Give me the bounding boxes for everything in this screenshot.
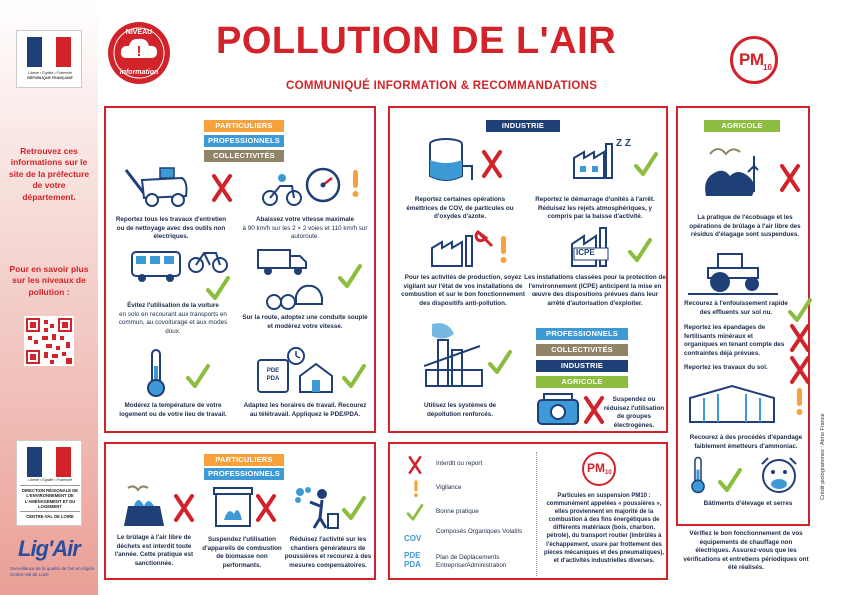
check-mark-icon-5 [634, 152, 658, 178]
speedometer-icon [304, 166, 342, 209]
check-mark-icon-7 [488, 350, 512, 376]
legend-bonne: Bonne pratique [436, 508, 479, 515]
caption-travaux: Reportez tous les travaux d'entretien ou de nettoyage avec des outils non électriques. [115, 216, 227, 240]
icpe-label: ICPE [576, 248, 595, 257]
check-mark-icon-3 [186, 364, 210, 390]
caption-batiments: Bâtiments d'élevage et serres [703, 500, 793, 507]
check-mark-icon-9 [718, 468, 742, 494]
caption-depollution: Utilisez les systèmes de dépollution renforcés. [423, 402, 497, 418]
caption-demarrage: Reportez le démarrage d'unités à l'arrêt. Réduisez les rejets atmosphériques, y compris par la baisse d'activité. [535, 196, 655, 220]
x-mark-icon-5 [790, 324, 812, 354]
svg-text:!: ! [136, 43, 142, 60]
check-mark-icon [206, 276, 230, 302]
legend-interdit: Interdit ou report [436, 460, 483, 467]
caption-conduite: Sur la route, adoptez une conduite souple et modérez votre vitesse. [242, 314, 368, 330]
tag-industrie-2: INDUSTRIE [536, 360, 628, 372]
mower-icon [122, 160, 192, 215]
svg-text:PDA: PDA [266, 376, 280, 382]
legend-pm-text: Particules en suspension PM10 : communément appelées « poussières », elles proviennent en majorité de la combustion à des fins énergétiques de différents matériaux (bois, charbon, pétrole), du transport routier (imbrûlés à l'échappement, usure par frottement des pièces mécaniques et des pneumatiques), et d'activités industrielles diverses. [543, 493, 665, 564]
caption-icpe: Les installations classées pour la protection de l'environnement (ICPE) anticipent la mise en œuvre des dispositions prévues dans leur arrêté d'autorisation d'exploiter. [524, 274, 666, 307]
republique-logo: Liberté • Égalité • Fraternité RÉPUBLIQUE FRANÇAISE [16, 30, 82, 88]
tag-particuliers: PARTICULIERS [204, 120, 284, 132]
page-title: POLLUTION DE L'AIR [216, 20, 617, 62]
check-mark-icon-4 [342, 364, 366, 390]
information-label: information [119, 69, 159, 76]
factory-icon [572, 140, 616, 185]
bus-icon [130, 244, 186, 289]
x-mark-icon-8 [256, 494, 278, 524]
x-mark-icon-7 [174, 494, 196, 524]
greenhouse-icon [688, 384, 778, 429]
tag-collectivites: COLLECTIVITÉS [204, 150, 284, 162]
cow-icon [756, 456, 802, 501]
niveau-label: NIVEAU [125, 29, 153, 36]
legend-cov: Composés Organiques Volatils [436, 528, 523, 535]
savoir-plus-text: Pour en savoir plus sur les niveaux de pollution : [9, 264, 89, 297]
caption-brulage: Le brûlage à l'air libre de déchets est interdit toute l'année. Cette pratique est sanctionnée. [114, 534, 194, 567]
caption-cov: Reportez certaines opérations émettrices de COV, de particules ou d'oxydes d'azote. [406, 196, 514, 220]
caption-electrogenes: Suspendez ou réduisez l'utilisation de groupes électrogènes. [603, 396, 665, 429]
legend-pde-abbr: PDE PDA [404, 551, 421, 569]
check-mark-icon-8 [788, 298, 812, 324]
caption-chantiers: Réduisez l'activité sur les chantiers générateurs de poussières et recourez à des mesures compensatoires. [284, 536, 372, 569]
thermometer-icon [146, 348, 166, 403]
panel-agricole [676, 106, 810, 526]
caption-chauffage: Vérifiez le bon fonctionnement de vos équipements de chauffage non électriques. Assurez-vous que les vérifications et entretiens périodiques ont été réalisés. [683, 530, 809, 571]
motorbike-icon [262, 172, 302, 213]
caption-voiture: Évitez l'utilisation de la voiture en solo en recourant aux transports en commun, au covoiturage et aux modes doux. [118, 302, 228, 335]
ligair-logo: Lig'Air [18, 536, 80, 561]
x-mark-icon-2 [482, 150, 504, 180]
warning-mark-icon-3 [790, 388, 806, 418]
tank-icon [424, 136, 474, 191]
sleep-zzz-text: Z Z [616, 138, 631, 149]
caption-travaux-sol: Reportez les travaux du sol. [684, 364, 768, 371]
x-mark-icon [212, 174, 234, 204]
tag-agricole: AGRICOLE [704, 120, 780, 132]
tag-particuliers-2: PARTICULIERS [204, 454, 284, 466]
credit-text: Crédit pictogrammes : Atmo France [820, 413, 826, 500]
panel-legend [388, 442, 668, 580]
panel-industrie [388, 106, 668, 433]
tag-professionnels-2: PROFESSIONNELS [536, 328, 628, 340]
qr-code-icon[interactable] [24, 316, 74, 366]
tag-industrie: INDUSTRIE [486, 120, 560, 132]
wrench-icon [430, 228, 496, 273]
ligair-subtitle: Surveillance de la qualité de l'air en région Centre-Val de Loire [10, 566, 95, 577]
check-mark-icon-6 [628, 238, 652, 264]
legend-vigilance: Vigilance [436, 484, 462, 491]
caption-production: Pour les activités de production, soyez vigilant sur l'état de vos installations de combustion et sur le bon fonctionnement des dispositifs anti-pollution. [401, 274, 525, 307]
tractor-icon [688, 250, 778, 301]
tag-collectivites-2: COLLECTIVITÉS [536, 344, 628, 356]
caption-ammoniac: Recourez à des procédés d'épandage faiblement émetteurs d'ammoniac. [689, 434, 803, 450]
caption-vitesse: Abaissez votre vitesse maximale à 90 km/h sur les 2 × 2 voies et 110 km/h sur autoroute. [242, 216, 368, 240]
bike-icon [188, 248, 228, 279]
stove-icon [210, 486, 256, 533]
legend-cov-abbr: COV [404, 534, 422, 543]
pm10-badge: PM 10 [730, 36, 778, 84]
niveau-badge-icon [106, 20, 172, 86]
panel-particuliers [104, 106, 376, 433]
warning-mark-icon-2 [494, 236, 510, 266]
car-icon [264, 280, 324, 317]
icpe-factory-icon [570, 224, 620, 273]
legend-x-icon [408, 456, 422, 474]
caption-temperature: Modérez la température de votre logement ou de votre lieu de travail. [119, 402, 227, 418]
tag-agricole-2: AGRICOLE [536, 376, 628, 388]
legend-pde: Plan de Déplacements Entreprise/Administration [436, 554, 507, 570]
caption-epandages: Reportez les épandages de fertilisants minéraux et organiques en tenant compte des contraintes déjà prévues. [684, 324, 785, 357]
burning-waste-icon [120, 484, 172, 533]
check-mark-icon-10 [342, 496, 366, 522]
tag-professionnels: PROFESSIONNELS [204, 135, 284, 147]
x-mark-icon-4 [780, 164, 802, 194]
fire-icon [700, 142, 760, 203]
dreal-logo: Liberté • Égalité • Fraternité DIRECTION RÉGIONALE DE L'ENVIRONNEMENT DE L'AMÉNAGEMENT ET DU LOGEMENT CENTRE-VAL DE LOIRE [16, 440, 82, 526]
check-mark-icon-2 [338, 264, 362, 290]
retrouvez-text: Retrouvez ces informations sur le site de la préfecture de votre département. [8, 146, 90, 202]
caption-biomasse: Suspendez l'utilisation d'appareils de combustion de biomasse non performants. [202, 536, 282, 569]
sidebar [0, 0, 98, 595]
panel-particuliers-2 [104, 442, 376, 580]
x-mark-icon-6 [790, 356, 812, 386]
generator-icon [536, 392, 580, 433]
truck-icon [256, 248, 308, 281]
caption-horaires: Adaptez les horaires de travail. Recourez au télétravail. Appliquez le PDE/PDA. [243, 402, 367, 418]
pm10-small-badge: PM 10 [582, 452, 616, 486]
legend-check-icon [406, 504, 424, 522]
worker-icon [290, 484, 340, 535]
warning-mark-icon [346, 170, 362, 200]
caption-ecobuage: La pratique de l'écobuage et les opérations de brûlage à l'air libre des résidus d'élagage sont suspendues. [689, 214, 801, 238]
tag-professionnels-3: PROFESSIONNELS [204, 468, 284, 480]
chimney-icon [424, 320, 484, 395]
svg-text:PDE: PDE [266, 368, 280, 374]
house-icon [256, 346, 336, 401]
page-subtitle: COMMUNIQUÉ INFORMATION & RECOMMANDATIONS [286, 80, 598, 92]
legend-warning-icon [410, 480, 420, 498]
caption-enfouissement: Recourez à l'enfouissement rapide des effluents sur sol nu. [684, 300, 788, 316]
thermometer-icon-2 [690, 456, 706, 499]
